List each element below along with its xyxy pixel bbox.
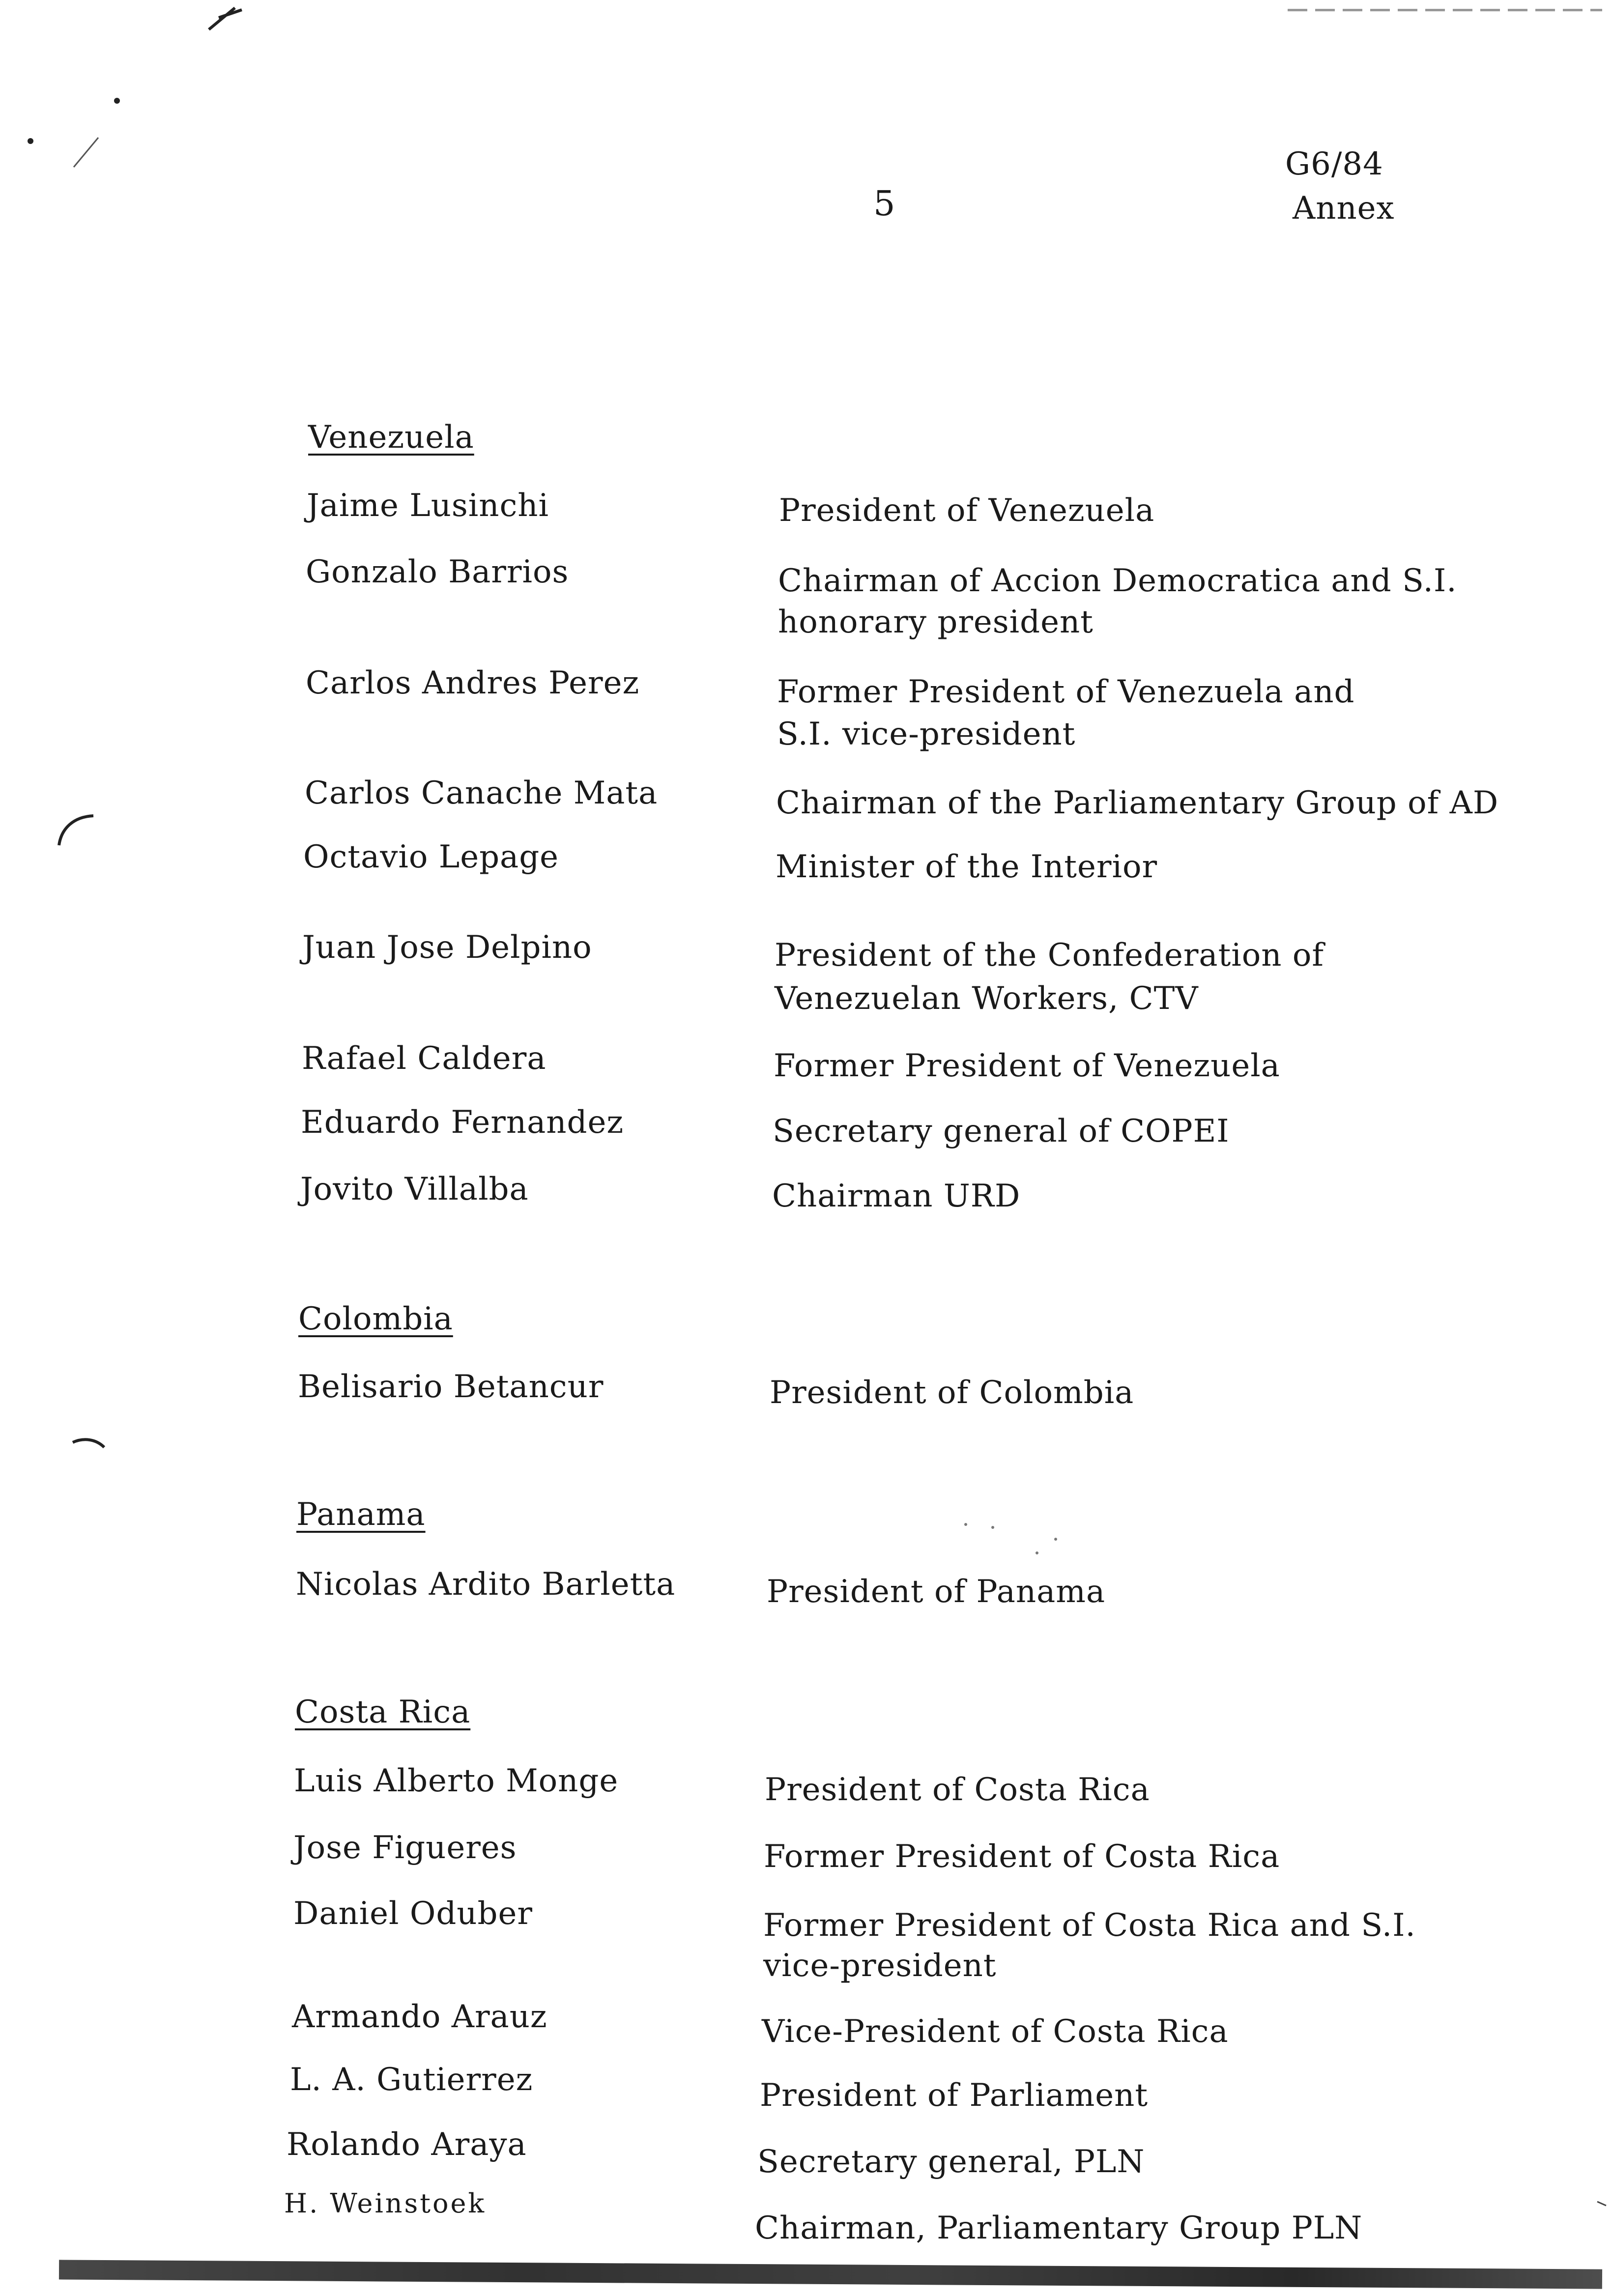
person-role: Chairman, Parliamentary Group PLN [755, 2210, 1363, 2246]
person-role: Former President of Costa Rica and S.I. [763, 1907, 1416, 1944]
person-role: President of Panama [767, 1574, 1106, 1610]
section-heading-venezuela: Venezuela [308, 419, 474, 456]
person-name: Jose Figueres [293, 1830, 517, 1866]
section-heading-colombia: Colombia [298, 1301, 453, 1337]
person-role: S.I. vice-president [777, 716, 1076, 752]
person-role: vice-president [763, 1948, 997, 1984]
person-name: Octavio Lepage [303, 839, 559, 875]
person-name: Carlos Canache Mata [305, 775, 658, 811]
person-role: Former President of Costa Rica [764, 1838, 1280, 1875]
person-role: Chairman of the Parliamentary Group of AD [776, 785, 1499, 821]
annex-label: Annex [1293, 190, 1395, 227]
person-role: Chairman of Accion Democratica and S.I. [778, 563, 1457, 599]
page-number: 5 [873, 183, 896, 224]
person-name: Juan Jose Delpino [302, 929, 592, 966]
person-name: Daniel Oduber [293, 1895, 533, 1932]
person-name: Nicolas Ardito Barletta [296, 1566, 676, 1603]
document-reference: G6/84 [1285, 146, 1383, 182]
person-role: Former President of Venezuela and [777, 674, 1355, 710]
person-role: Former President of Venezuela [774, 1048, 1280, 1084]
person-name: Jovito Villalba [300, 1171, 529, 1207]
person-name: Jaime Lusinchi [307, 488, 549, 524]
person-role: Secretary general of COPEI [773, 1113, 1230, 1149]
person-name: Armando Arauz [292, 1999, 547, 2035]
section-heading-costa-rica: Costa Rica [295, 1694, 471, 1730]
person-name: Gonzalo Barrios [306, 554, 569, 590]
person-role: Vice-President of Costa Rica [762, 2013, 1229, 2050]
person-name: Eduardo Fernandez [301, 1104, 624, 1141]
person-name: Belisario Betancur [298, 1369, 604, 1405]
person-role: President of Costa Rica [765, 1772, 1150, 1808]
section-heading-panama: Panama [296, 1496, 426, 1533]
person-role: Venezuelan Workers, CTV [775, 980, 1199, 1017]
person-name: Rolando Araya [287, 2126, 527, 2163]
person-name: H. Weinstoek [284, 2188, 487, 2219]
person-role: honorary president [778, 604, 1094, 640]
person-role: President of Parliament [760, 2077, 1149, 2114]
person-role: Secretary general, PLN [757, 2144, 1145, 2180]
person-role: President of the Confederation of [775, 937, 1324, 974]
person-name: Carlos Andres Perez [306, 665, 640, 701]
person-role: Minister of the Interior [776, 849, 1158, 885]
person-name: L. A. Gutierrez [290, 2062, 533, 2098]
person-name: Rafael Caldera [302, 1040, 547, 1077]
person-name: Luis Alberto Monge [294, 1763, 619, 1799]
person-role: Chairman URD [772, 1178, 1021, 1214]
person-role: President of Colombia [770, 1375, 1134, 1411]
person-role: President of Venezuela [779, 492, 1155, 529]
